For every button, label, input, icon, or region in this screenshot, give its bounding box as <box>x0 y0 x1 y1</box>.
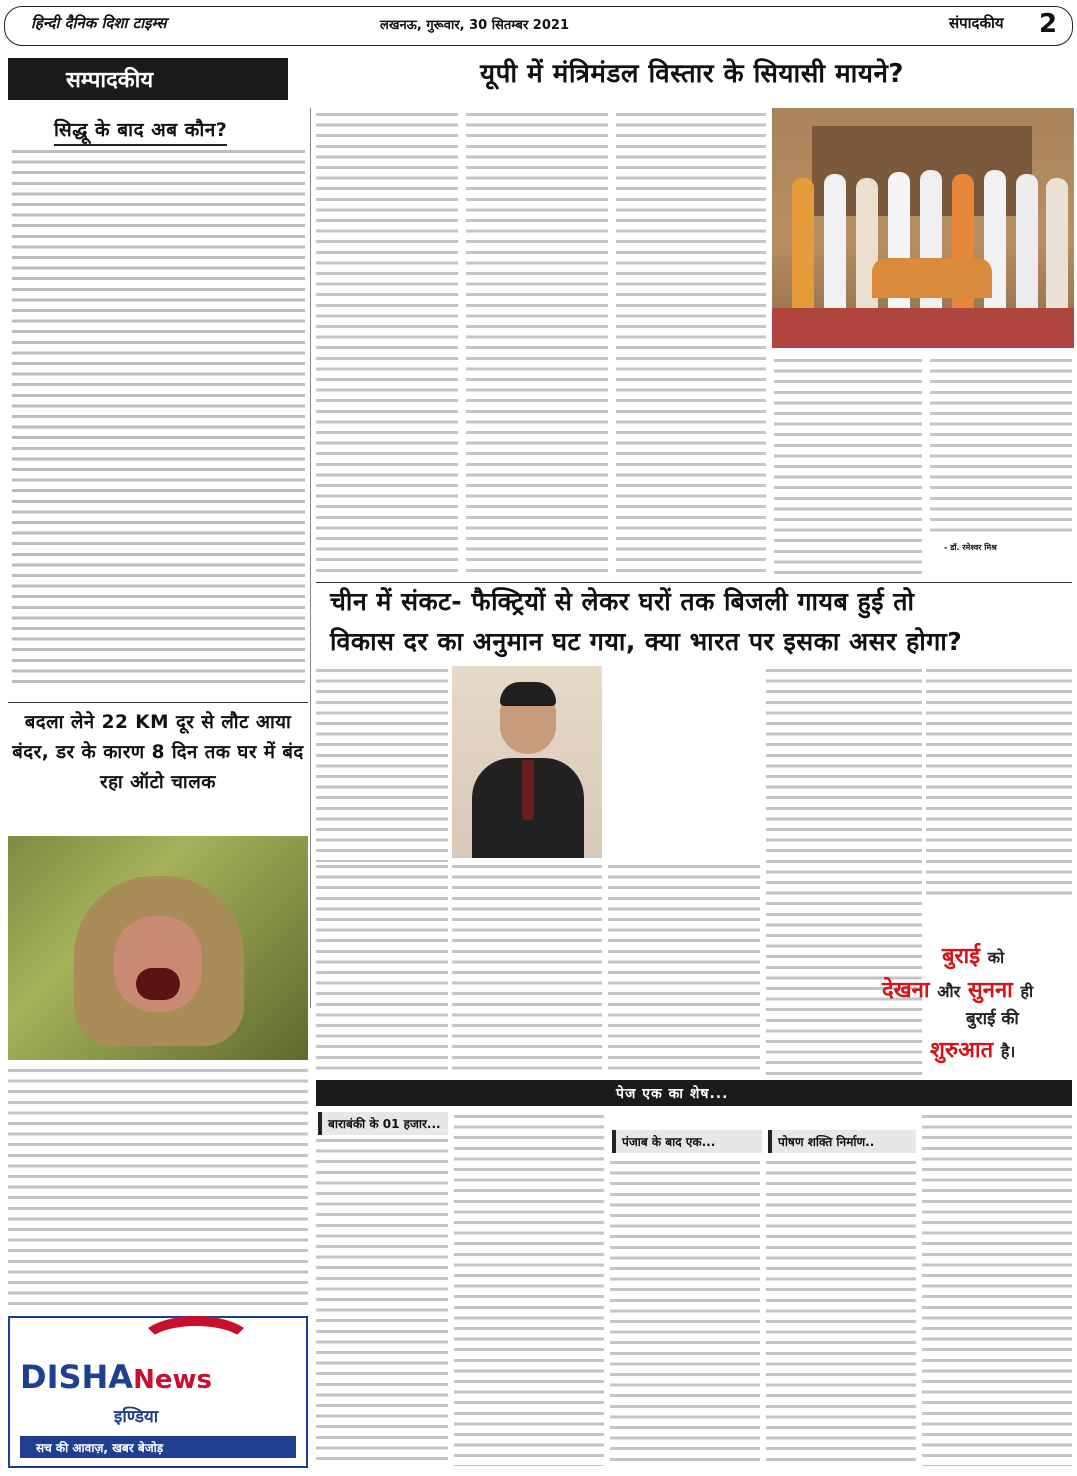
quote-word: सुनना <box>967 978 1013 1003</box>
monkey-headline: बदला लेने 22 KM दूर से लौट आया बंदर, डर के कारण 8 दिन तक घर में बंद रहा ऑटो चालक <box>12 712 304 793</box>
ad-sub: इण्डिया <box>114 1407 159 1427</box>
lead-body-col-4 <box>774 356 922 578</box>
lead-body-col-2 <box>466 110 608 578</box>
monkey-body-text <box>8 1066 308 1311</box>
disha-news-ad <box>8 1316 308 1468</box>
china-body-col-2 <box>452 862 602 1076</box>
quote-line-4 <box>930 1034 1015 1064</box>
lead-body-col-1 <box>316 110 458 578</box>
lead-photo-figure <box>792 178 814 308</box>
editorial-label: सम्पादकीय <box>66 68 154 93</box>
section-label: संपादकीय <box>949 14 1004 32</box>
continued-body-poshan <box>766 1158 916 1466</box>
continued-banner-text: पेज एक का शेष... <box>616 1086 729 1102</box>
ad-tagline: सच की आवाज़, खबर बेजोड़ <box>36 1441 164 1455</box>
quote-word: और <box>937 982 961 1001</box>
china-headline-line1: चीन में संकट- फैक्ट्रियों से लेकर घरों तक बिजली गायब हुई तो <box>330 587 915 616</box>
quote-word: देखना <box>882 978 930 1003</box>
editorial-label-box <box>8 58 288 100</box>
quote-word: शुरुआत <box>930 1038 994 1063</box>
continued-head-barabanki: बाराबंकी के 01 हजार... <box>318 1112 448 1135</box>
china-body-col-1b <box>316 862 448 1076</box>
continued-banner <box>316 1080 1072 1106</box>
page-number: 2 <box>1039 9 1058 39</box>
lead-photo-figure <box>1016 174 1038 308</box>
quote-line-2 <box>882 974 1033 1004</box>
lead-byline: - डॉ. रमेश्वर मिश्र <box>944 543 997 552</box>
quote-word: को <box>987 948 1005 967</box>
section-rule <box>8 702 308 703</box>
lead-body-col-5 <box>930 356 1072 532</box>
column-rule <box>310 108 311 1008</box>
dateline: लखनऊ, गुरूवार, 30 सितम्बर 2021 <box>380 18 569 33</box>
ad-tagline-bar <box>20 1436 296 1458</box>
ad-brand <box>20 1358 212 1396</box>
monkey-photo-mouth <box>136 968 180 1000</box>
china-photo <box>452 666 602 858</box>
china-photo-tie <box>522 760 534 820</box>
lead-photo-figure <box>1046 178 1068 308</box>
continued-head-poshan: पोषण शक्ति निर्माण.. <box>768 1130 916 1153</box>
quote-line-1 <box>942 940 1004 970</box>
china-headline-line2: विकास दर का अनुमान घट गया, क्या भारत पर इसका असर होगा? <box>330 627 963 656</box>
continued-body-punjab <box>610 1158 760 1466</box>
continued-head-punjab: पंजाब के बाद एक... <box>612 1130 762 1153</box>
quote-line-3: बुराई की <box>966 1009 1019 1029</box>
lead-photo-seated <box>872 258 992 298</box>
quote-box <box>880 940 1076 1068</box>
continued-body-col-5 <box>922 1112 1072 1466</box>
china-body-col-1 <box>316 666 448 862</box>
monkey-photo <box>8 836 308 1060</box>
quote-word: बुराई <box>942 944 981 969</box>
quote-word: है। <box>1000 1042 1016 1061</box>
quote-word: ही <box>1020 982 1034 1001</box>
editorial-headline: सिद्धू के बाद अब कौन? <box>54 116 227 146</box>
lead-photo-stage <box>772 308 1074 348</box>
lead-headline: यूपी में मंत्रिमंडल विस्तार के सियासी मायने? <box>480 59 904 89</box>
masthead <box>4 6 1073 46</box>
china-photo-hair <box>500 682 556 706</box>
ad-brand-b: News <box>133 1365 212 1395</box>
china-body-col-5 <box>926 666 1072 902</box>
paper-name: हिन्दी दैनिक दिशा टाइम्स <box>31 14 167 32</box>
ad-brand-a: DISHA <box>20 1358 134 1396</box>
lead-photo <box>772 108 1074 348</box>
editorial-body-text <box>12 146 305 686</box>
continued-body-barabanki <box>316 1136 448 1466</box>
lead-photo-figure <box>824 174 846 308</box>
china-body-col-3 <box>608 862 760 1076</box>
continued-body-col-2 <box>454 1112 604 1466</box>
lead-body-col-3 <box>616 110 766 578</box>
